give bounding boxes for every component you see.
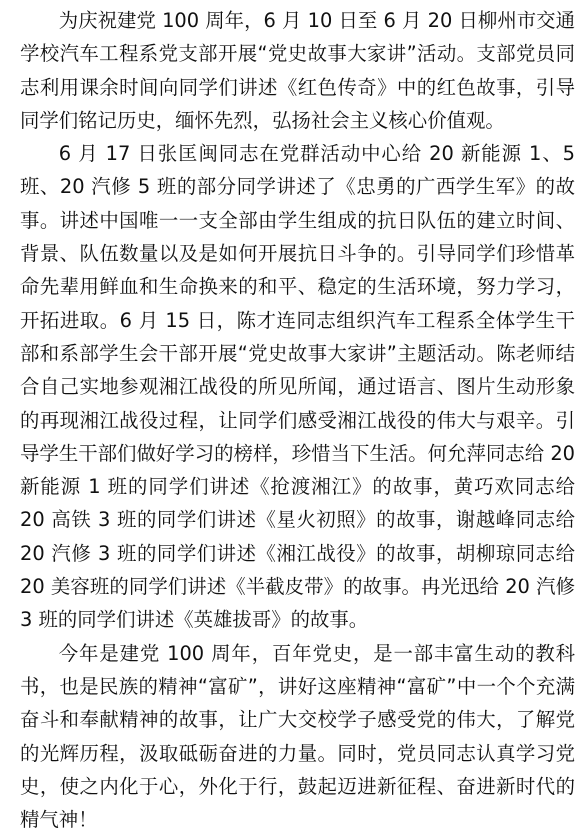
paragraph-conclusion: 今年是建党 100 周年，百年党史，是一部丰富生动的教科书，也是民族的精神“富矿”，讲好这座精神“富矿”中一个个充满奋斗和奉献精神的故事，让广大交校学子感受党的伟大，了解党的光辉历程，汲取砥砺奋进的力量。同时，党员同志认真学习党史，使之内化于心，外化于行，鼓起迈进新征程、奋进新时代的精气神！	[20, 641, 575, 832]
paragraph-activities: 6 月 17 日张匡闽同志在党群活动中心给 20 新能源 1、5 班、20 汽修 5 班的部分同学讲述了《忠勇的广西学生军》的故事。讲述中国唯一一支全部由学生组成的抗日队伍的建立时间、背景、队伍数量以及是如何开展抗日斗争的。引导同学们珍惜革命先辈用鲜血和生命换来的和平、稳定的生活环境，努力学习，开拓进取。6 月 15 日，陈才连同志组织汽车工程系全体学生干部和系部学生会干部开展“党史故事大家讲”主题活动。陈老师结合自己实地参观湘江战役的所见所闻，通过语言、图片生动形象的再现湘江战役过程，让同学们感受湘江战役的伟大与艰辛。引导学生干部们做好学习的榜样，珍惜当下生活。何允萍同志给 20 新能源 1 班的同学们讲述《抢渡湘江》的故事，黄巧欢同志给 20 高铁 3 班的同学们讲述《星火初照》的故事，谢越峰同志给 20 汽修 3 班的同学们讲述《湘江战役》的故事，胡柳琼同志给 20 美容班的同学们讲述《半截皮带》的故事。冉光迅给 20 汽修 3 班的同学们讲述《英雄拔哥》的故事。	[20, 142, 575, 632]
article-body	[20, 4, 575, 836]
paragraph-intro: 为庆祝建党 100 周年，6 月 10 日至 6 月 20 日柳州市交通学校汽车工程系党支部开展“党史故事大家讲”活动。支部党员同志利用课余时间向同学们讲述《红色传奇》中的红色故事，引导同学们铭记历史，缅怀先烈，弘扬社会主义核心价值观。	[20, 9, 575, 132]
